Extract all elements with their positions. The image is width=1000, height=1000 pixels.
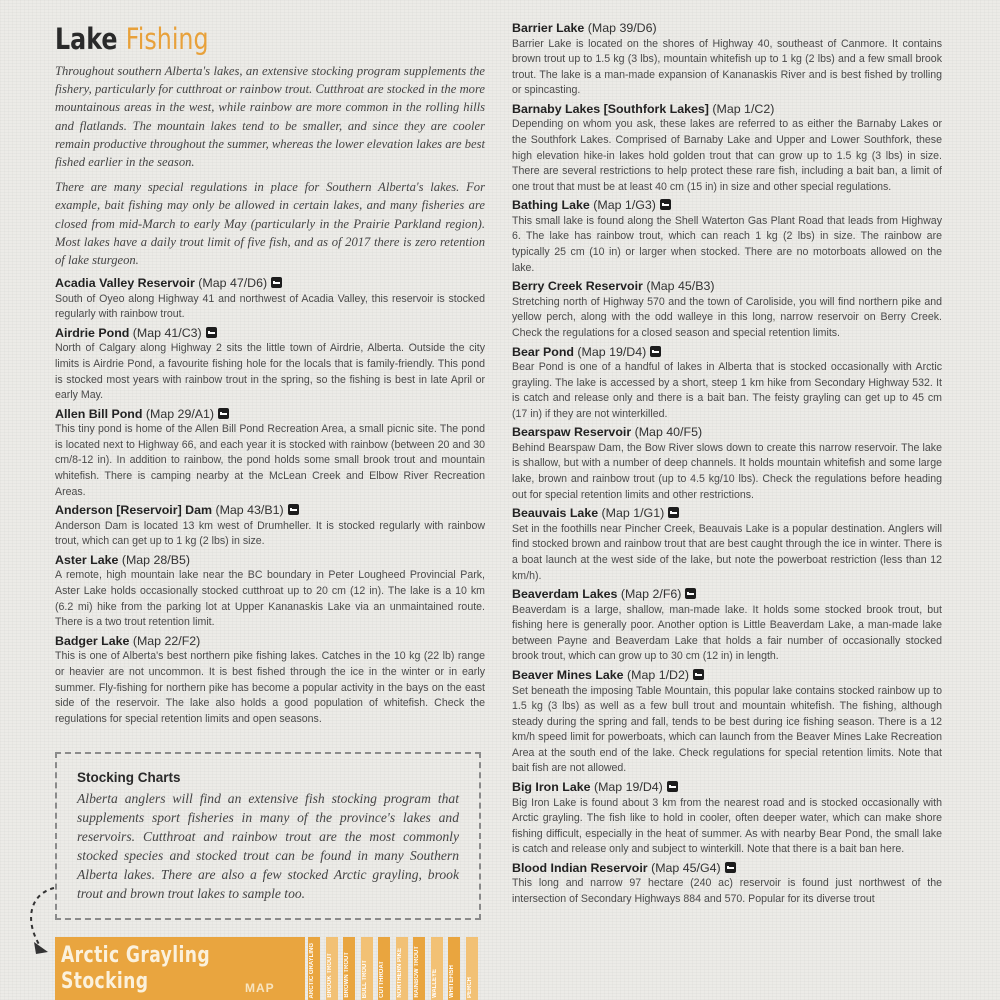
map-reference: (Map 22/F2) [129, 633, 201, 648]
lake-entry [55, 407, 485, 500]
map-reference: (Map 1/G3) [589, 198, 656, 213]
map-reference: (Map 40/F5) [631, 425, 703, 440]
lake-name: Acadia Valley Reservoir [55, 276, 195, 291]
species-column [431, 937, 443, 1000]
lake-entry-heading [512, 780, 942, 796]
lake-entry [512, 102, 942, 195]
boat-launch-icon [685, 588, 696, 599]
lake-name: Bathing Lake [512, 198, 590, 213]
species-column [466, 937, 478, 1000]
lake-description: Big Iron Lake is found about 3 km from the nearest road and is stocked occasionally with Arctic grayling. The fish like to hold in cooler, often deeper water, which can make shore fishing difficult, especially in the heat of summer. As with nearby Bear Pond, the small lake is catch and release only and subject to winterkill. Note that there is a bait ban here. [512, 796, 942, 856]
lake-name: Bearspaw Reservoir [512, 425, 632, 440]
lake-description: Stretching north of Highway 570 and the town of Caroliside, you will find northern pike and yellow perch, along with the odd walleye in this long, narrow reservoir on Berry Creek. Check the regulations for a closed season and special retention limits. [512, 295, 942, 339]
map-reference: (Map 1/C2) [708, 101, 775, 116]
lake-entry-heading [512, 102, 942, 118]
lake-description: Set beneath the imposing Table Mountain, this popular lake contains stocked rainbow up to 1.5 kg (3 lbs) as well as a few bull trout and mountain whitefish. The fishing, although steady during the spring and fall, tends to be best during ice fishing season. There is a 12 km/h speed limit for powerboats, which can launch from the Beaver Mines Lake Recreation Area at the south end of the lake. Check regulations for special retention limits. Note that bait fish are not allowed. [512, 684, 942, 775]
lake-entry-heading [55, 553, 485, 569]
map-reference: (Map 1/D2) [623, 668, 689, 682]
lake-name: Big Iron Lake [512, 780, 591, 795]
lake-description: Beaverdam is a large, shallow, man-made lake. It holds some stocked brook trout, but fishing here is generally poor. Another option is Little Beaverdam Lake, a man-made lake between Payne and Beaverdam Lake that holds a fair number of occasionally stocked brook trout, which can grow up to 30 cm (12 in) in length. [512, 603, 942, 663]
intro-paragraph-1: Throughout southern Alberta's lakes, an extensive stocking program supplements the fishery, particularly for cutthroat or rainbow trout. Cutthroat are stocked in the more mountainous areas in the west, while rainbow are more common in the rolling hills and flatlands. The mountain lakes tend to be smaller, and since they are cooler remain productive throughout the summer, whereas the lower elevation lakes are best fished earlier in the season. [55, 64, 485, 170]
species-column-label: NORTHERN PIKE [396, 948, 403, 998]
map-reference: (Map 43/B1) [212, 503, 284, 518]
lake-name: Beaver Mines Lake [512, 668, 624, 682]
lake-name: Bear Pond [512, 344, 574, 359]
map-reference: (Map 47/D6) [194, 276, 268, 291]
boat-launch-icon [650, 346, 661, 357]
lake-entry-heading [512, 345, 942, 361]
lake-entry-heading [55, 634, 485, 650]
lake-description: This long and narrow 97 hectare (240 ac) reservoir is found just northwest of the intersection of Secondary Highways 884 and 570. Popular for its diverse trout [512, 877, 942, 906]
intro-paragraph-2: There are many special regulations in place for Southern Alberta's lakes. For example, bait fishing may only be allowed in certain lakes, and many fisheries are closed from mid-March to early May (particularly in the Prairie Parkland region). Most lakes have a daily trout limit of five fish, and as of 2017 there is zero retention of lake sturgeon. [55, 180, 485, 268]
arctic-grayling-stocking-panel [55, 937, 305, 1000]
map-reference: (Map 19/D4) [590, 780, 663, 795]
stocking-charts-box [55, 752, 481, 920]
boat-launch-icon [271, 277, 282, 288]
species-column [448, 937, 460, 1000]
boat-launch-icon [693, 669, 704, 680]
lake-description: North of Calgary along Highway 2 sits the little town of Airdrie, Alberta. Outside the city limits is Airdrie Pond, a favourite fishing hole for the locals that is family-friendly. This pond is stocked most years with rainbow trout in the spring, so the fishing is best in late April or early May. [55, 342, 485, 402]
grayling-panel-title: Arctic Grayling Stocking [61, 943, 211, 994]
map-reference: (Map 41/C3) [129, 325, 202, 340]
species-column-label: WHITEFISH [449, 965, 455, 998]
map-reference: (Map 29/A1) [142, 406, 215, 421]
lake-entry-heading [512, 506, 942, 522]
stocking-charts-text: Alberta anglers will find an extensive fish stocking program that supplements sport fisheries in many of the province's lakes and reservoirs. Cutthroat and rainbow trout are the most commonly stocked species and stocked trout can be found in many Southern Alberta lakes. There are also a few stocked Arctic grayling, brook trout and brown trout lakes to sample too. [77, 791, 459, 901]
lake-name: Airdrie Pond [55, 325, 130, 340]
lake-description: South of Oyeo along Highway 41 and northwest of Acadia Valley, this reservoir is stocked regularly with rainbow trout. [55, 292, 485, 321]
species-column [378, 937, 390, 1000]
boat-launch-icon [668, 507, 679, 518]
lake-name: Berry Creek Reservoir [512, 279, 643, 294]
lake-entry [512, 345, 942, 423]
species-column [413, 937, 425, 1000]
lake-description: This small lake is found along the Shell Waterton Gas Plant Road that leads from Highway 6. The lake has rainbow trout, which can reach 1 kg (2 lbs) in size. The rainbow are typically 25 cm (10 in) or larger when stocked. There are no motorboats allowed on the lake. [512, 214, 942, 274]
lake-entry-heading [55, 276, 485, 292]
left-column [55, 0, 485, 729]
lake-name: Beauvais Lake [512, 506, 599, 521]
lake-description: Anderson Dam is located 13 km west of Drumheller. It is stocked regularly with rainbow trout, which can get up to 1 kg (2 lbs) in size. [55, 519, 485, 548]
boat-launch-icon [206, 327, 217, 338]
species-column [361, 937, 373, 1000]
lake-description: A remote, high mountain lake near the BC boundary in Peter Lougheed Provincial Park, Aster Lake holds occasionally stocked cutthroat up to 20 cm (12 in). The lake is a 10 km (6.2 mi) hike from the parking lot at Upper Kananaskis Lake via an unmaintained route. There is a two trout retention limit. [55, 569, 485, 629]
species-column [396, 937, 408, 1000]
boat-launch-icon [725, 862, 736, 873]
species-column-label: CUTTHROAT [379, 961, 385, 998]
species-column-label: WALLEYE [431, 968, 438, 998]
lake-entry-heading [512, 279, 942, 295]
lake-entry [512, 780, 942, 858]
lake-name: Barnaby Lakes [Southfork Lakes] [512, 101, 709, 116]
title-fishing: Fishing [125, 22, 209, 56]
title-lake: Lake [55, 22, 118, 56]
species-column-headers [308, 937, 488, 1000]
lake-entry [55, 634, 485, 727]
lake-name: Aster Lake [55, 552, 119, 567]
lake-name: Allen Bill Pond [55, 406, 143, 421]
lake-entry-heading [512, 587, 942, 603]
species-column-label: RAINBOW TROUT [414, 946, 420, 998]
lake-entry-heading [55, 503, 485, 519]
lake-entry-heading [55, 407, 485, 423]
left-entry-list [55, 276, 485, 727]
species-column [343, 937, 355, 1000]
lake-name: Barrier Lake [512, 21, 585, 35]
lake-name: Blood Indian Reservoir [512, 860, 648, 875]
page-title [55, 22, 408, 56]
lake-description: Barrier Lake is located on the shores of Highway 40, southeast of Canmore. It contains brown trout up to 1.5 kg (3 lbs), mountain whitefish up to 1 kg (2 lbs) and a few small brook trout. The lake is a man-made expansion of Kananaskis River and is best fished by trolling or spincasting. [512, 37, 942, 97]
lake-entry [55, 553, 485, 631]
species-column-label: BULL TROUT [361, 959, 368, 998]
lake-description: Behind Bearspaw Dam, the Bow River slows down to create this narrow reservoir. The lake is shallow, but with a number of deep channels. It holds mountain whitefish and some large lake, brown and rainbow trout (up to 4.5 kg/10 lbs). Check the regulations before heading out for special retention limits and other restrictions. [512, 441, 942, 501]
lake-name: Beaverdam Lakes [512, 587, 618, 602]
species-column-label: ARCTIC GRAYLING [309, 942, 315, 998]
lake-description: This tiny pond is home of the Allen Bill Pond Recreation Area, a small picnic site. The pond is located next to Highway 66, and each year it is stocked with rainbow (between 20 and 30 cm/8-12 in). In addition to rainbow, the pond holds some small brook trout and mountain whitefish. There is camping nearby at the McLean Creek and Elbow River Recreation Areas. [55, 423, 485, 498]
lake-entry [55, 326, 485, 404]
right-entry-list [512, 21, 942, 908]
boat-launch-icon [667, 781, 678, 792]
map-reference: (Map 45/G4) [647, 860, 721, 875]
lake-name: Anderson [Reservoir] Dam [55, 503, 212, 518]
lake-entry-heading [512, 668, 942, 684]
lake-entry [55, 503, 485, 550]
species-column-label: BROOK TROUT [326, 953, 333, 998]
map-reference: (Map 2/F6) [617, 587, 682, 602]
map-reference: (Map 1/G1) [598, 506, 665, 521]
lake-entry-heading [512, 425, 942, 441]
lake-entry-heading [512, 21, 942, 37]
stocking-charts-title: Stocking Charts [77, 770, 181, 785]
lake-description: Bear Pond is one of a handful of lakes in Alberta that is stocked occasionally with Arctic grayling. The lake is accessed by a short, steep 1 km hike from Secondary Highway 532. It is catch and release only and there is a bait ban. The feisty grayling can get up to 45 cm (17 in) if they are not winterkilled. [512, 361, 942, 420]
lake-entry [512, 279, 942, 341]
lake-entry [512, 506, 942, 584]
species-column-label: BROWN TROUT [344, 952, 350, 998]
map-reference: (Map 45/B3) [642, 279, 715, 294]
lake-entry [512, 425, 942, 503]
lake-description: This is one of Alberta's best northern pike fishing lakes. Catches in the 10 kg (22 lb) range or heavier are not uncommon. It is best fished through the ice in the winter or in early summer. Fly-fishing for northern pike has become a popular activity in the bays on the east side of the reservoir. The lake also holds a good population of whitefish. Check the regulations for special retention limits and open seasons. [55, 650, 485, 725]
lake-entry [512, 587, 942, 665]
lake-description: Set in the foothills near Pincher Creek, Beauvais Lake is a popular destination. Anglers will find stocked brown and rainbow trout that are best caught through the ice in winter. There is a boat launch at the west side of the lake, but note the powerboat restriction (less than 12 km/h). [512, 522, 942, 582]
lake-entry-heading [55, 326, 485, 342]
species-column-label: PERCH [466, 976, 473, 998]
map-reference: (Map 39/D6) [584, 21, 657, 35]
map-reference: (Map 28/B5) [118, 552, 190, 567]
boat-launch-icon [218, 408, 229, 419]
right-column [512, 18, 942, 910]
map-reference: (Map 19/D4) [573, 344, 647, 359]
lake-description: Depending on whom you ask, these lakes are referred to as either the Barnaby Lakes or the Southfork Lakes. Comprised of Barnaby Lake and Upper and Lower Southfork, these high elevation hike-in lakes hold golden trout that can grow up to 1.5 kg (3 lbs) in size. There are several restrictions to help protect these rare fish, including a bait ban, a limit of one trout that must be at least 40 cm (15 in) in size and other special regulations. [512, 118, 942, 193]
lake-entry [512, 198, 942, 276]
grayling-map-label: MAP [245, 981, 275, 995]
species-column [308, 937, 320, 1000]
lake-entry [55, 276, 485, 323]
species-column [326, 937, 338, 1000]
lake-entry [512, 861, 942, 908]
boat-launch-icon [660, 199, 671, 210]
lake-entry [512, 21, 942, 99]
lake-entry-heading [512, 861, 942, 877]
lake-name: Badger Lake [55, 633, 130, 648]
boat-launch-icon [288, 504, 299, 515]
lake-entry-heading [512, 198, 942, 214]
lake-entry [512, 668, 942, 777]
